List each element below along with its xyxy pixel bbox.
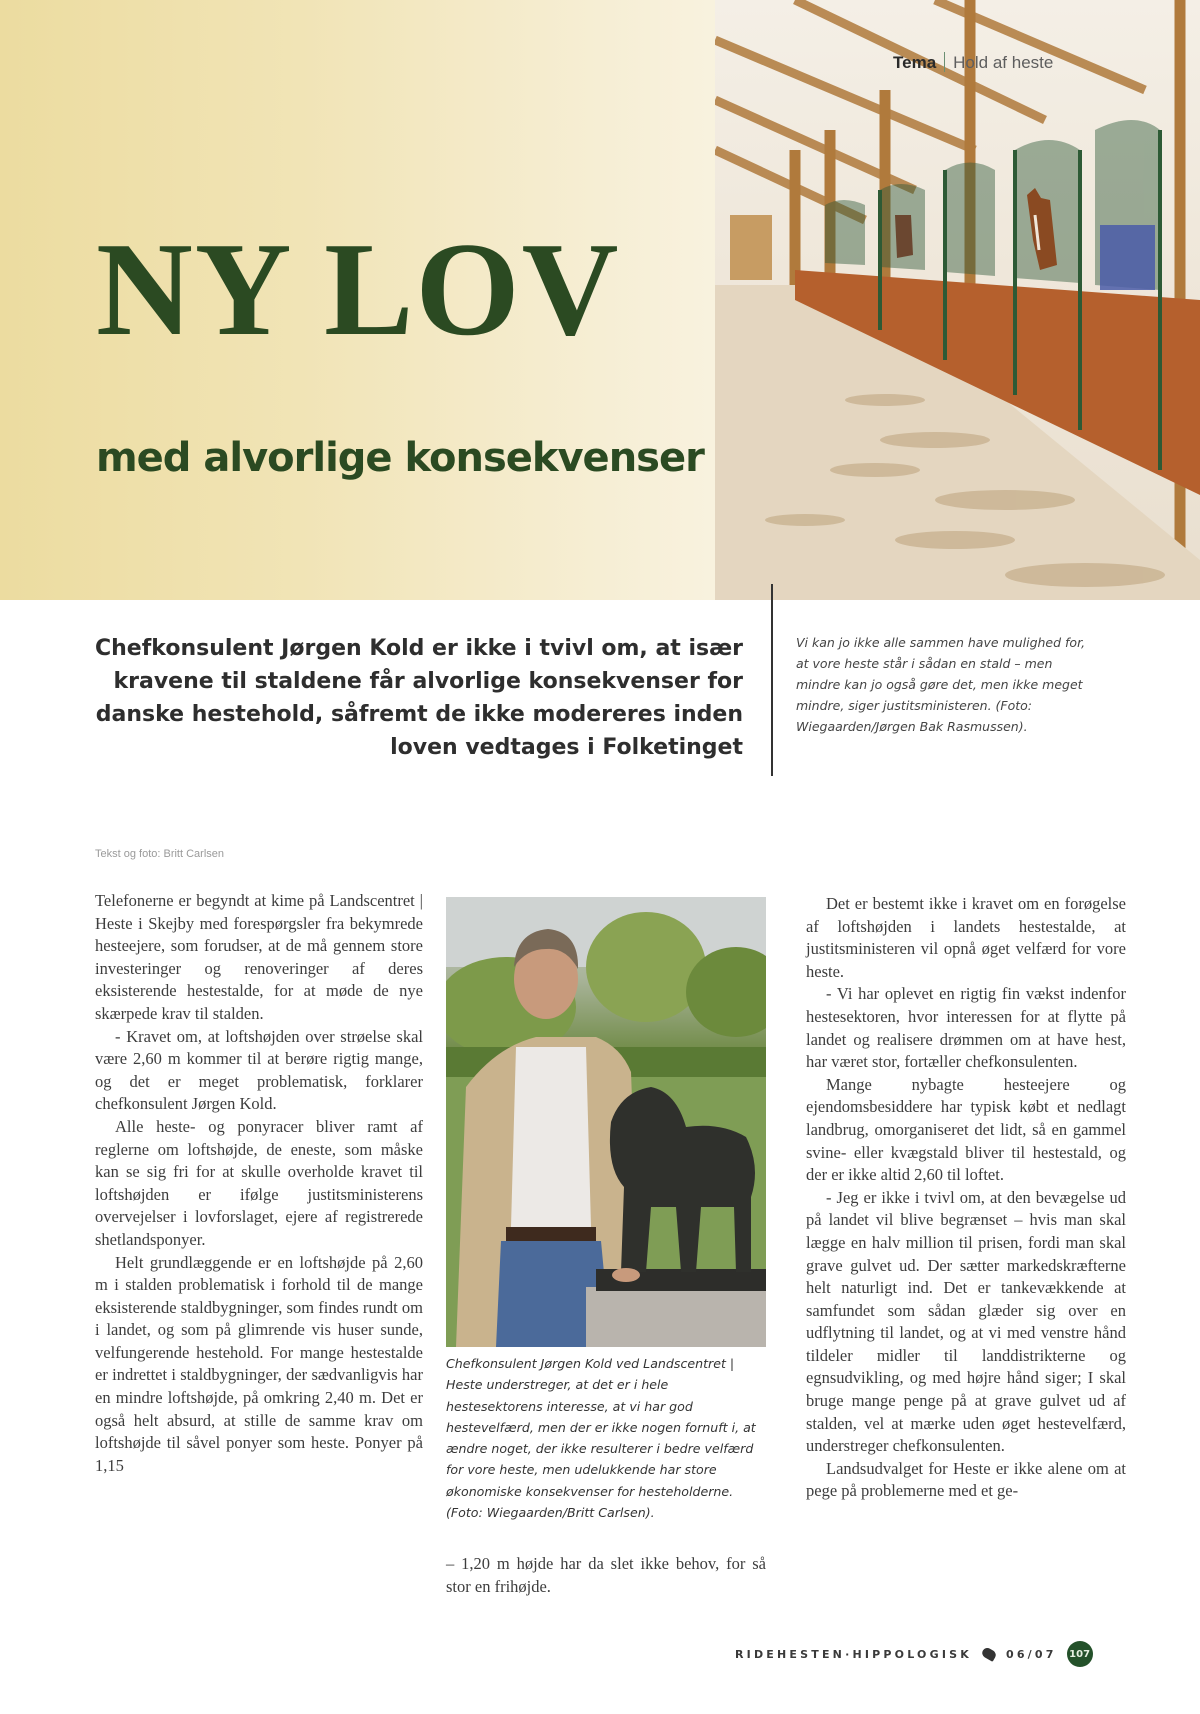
paragraph: Det er bestemt ikke i kravet om en forøgelse af loftshøjden i landets hestestalde, at justitsministeren vil opnå øget velfærd for vore heste. — [806, 894, 1126, 981]
paragraph: - Kravet om, at loftshøjden over strøelse skal være 2,60 m kommer til at berøre rigtig mange, og det er meget problematisk, forklarer chefkonsulent Jørgen Kold. — [95, 1026, 423, 1114]
paragraph: Helt grundlæggende er en loftshøjde på 2,60 m i stalden problematisk i forhold til de mange eksisterende staldbygninger, som findes rundt om i landet, og som på glimrende vis huser sunde, velfungerende hestehold. For mange hestestalde er indrettet i staldbygninger, der sædvanligvis har en mindre loftshøjde, på omkring 2,40 m. Det er også helt absurd, at stille de samme krav om loftshøjde til såvel ponyer som heste. Ponyer på 1,15 — [95, 1252, 423, 1475]
paragraph: Landsudvalget for Heste er ikke alene om at pege på problemerne med et ge- — [806, 1458, 1126, 1501]
issue-number: 06/07 — [1005, 1647, 1057, 1661]
body-column-2 — [446, 1553, 766, 1598]
article-title: NY LOV — [96, 215, 621, 363]
body-column-1 — [95, 890, 423, 1477]
section-kicker — [893, 52, 1053, 73]
article-lead: Chefkonsulent Jørgen Kold er ikke i tvivl om, at især kravene til staldene får alvorlige konsekvenser for danske hestehold, såfremt de ikke modereres inden loven vedtages i Folketinget — [95, 636, 744, 760]
paragraph: – 1,20 m højde har da slet ikke behov, for så stor en frihøjde. — [446, 1554, 766, 1596]
paragraph: - Vi har oplevet en rigtig fin vækst indenfor hestesektoren, hvor interessen for at flytte på landet og realisere drømmen om at have hest, har været stor, fortæller chefkonsulenten. — [806, 984, 1126, 1072]
section-label: Tema — [893, 53, 937, 72]
page-footer — [735, 1641, 1093, 1667]
portrait-photo — [446, 897, 766, 1347]
page-number-badge: 107 — [1067, 1641, 1093, 1667]
kicker-divider — [944, 52, 945, 72]
stable-illustration — [715, 0, 1200, 600]
lead-divider — [771, 584, 773, 776]
article-subtitle: med alvorlige konsekvenser — [96, 435, 704, 481]
portrait-illustration — [446, 897, 766, 1347]
stable-photo — [715, 0, 1200, 600]
horseshoe-icon — [980, 1646, 997, 1662]
byline: Tekst og foto: Britt Carlsen — [95, 848, 224, 860]
hero-banner — [0, 0, 1200, 600]
body-column-3 — [806, 893, 1126, 1503]
stable-photo-caption: Vi kan jo ikke alle sammen have mulighed for, at vore heste står i sådan en stald – men mindre kan jo også gøre det, men ikke meget mindre, siger justitsministeren. (Foto: Wiegaarden/Jørgen Bak Rasmussen). — [796, 635, 1086, 734]
portrait-caption: Chefkonsulent Jørgen Kold ved Landscentret | Heste understreger, at det er i hele hestesektorens interesse, at vi har god hestevelfærd, men der er ikke nogen fornuft i, at ændre noget, der ikke resulterer i bedre velfærd for vore heste, men udelukkende har store økonomiske konsekvenser for hesteholderne. (Foto: Wiegaarden/Britt Carlsen). — [446, 1356, 756, 1521]
paragraph: - Jeg er ikke i tvivl om, at den bevægelse ud på landet vil blive begrænset – hvis man skal lægge en halv million til prisen, fordi man skal grave gulvet ud. Der sætter markedskræfterne helt naturligt ind. Det er tankevækkende at samfundet som sådan glæder sig over en udflytning til landet, og at vi med venstre hånd tildeler midler til landdistrikterne og egnsudvikling, og med højre hånd siger; I skal bruge mange penge på at grave gulvet ud af stalden, vel at mærke uden øget hestevelfærd, understreger chefkonsulenten. — [806, 1187, 1126, 1456]
section-topic: Hold af heste — [953, 53, 1054, 72]
paragraph: Alle heste- og ponyracer bliver ramt af reglerne om loftshøjde, de eneste, som måske kan se sig fri for at skulle overholde kravet til loftshøjden er ifølge justitsministerens overvejelser i lovforslaget, ejere af registrerede shetlandsponyer. — [95, 1116, 423, 1249]
publication-name: RIDEHESTEN·HIPPOLOGISK — [735, 1647, 972, 1661]
paragraph: Mange nybagte hesteejere og ejendomsbesiddere har typisk købt et nedlagt landbrug, omorganiseret det lidt, så en gammel svine- eller kvægstald bliver til hestestald, og der er ikke altid 2,60 til loftet. — [806, 1074, 1126, 1185]
paragraph: Telefonerne er begyndt at kime på Landscentret | Heste i Skejby med forespørgsler fra bekymrede hesteejere, som forudser, at de må gennem store investeringer og renoveringer af deres eksisterende hestestalde, for at møde de nye skærpede krav til stalden. — [95, 891, 423, 1023]
